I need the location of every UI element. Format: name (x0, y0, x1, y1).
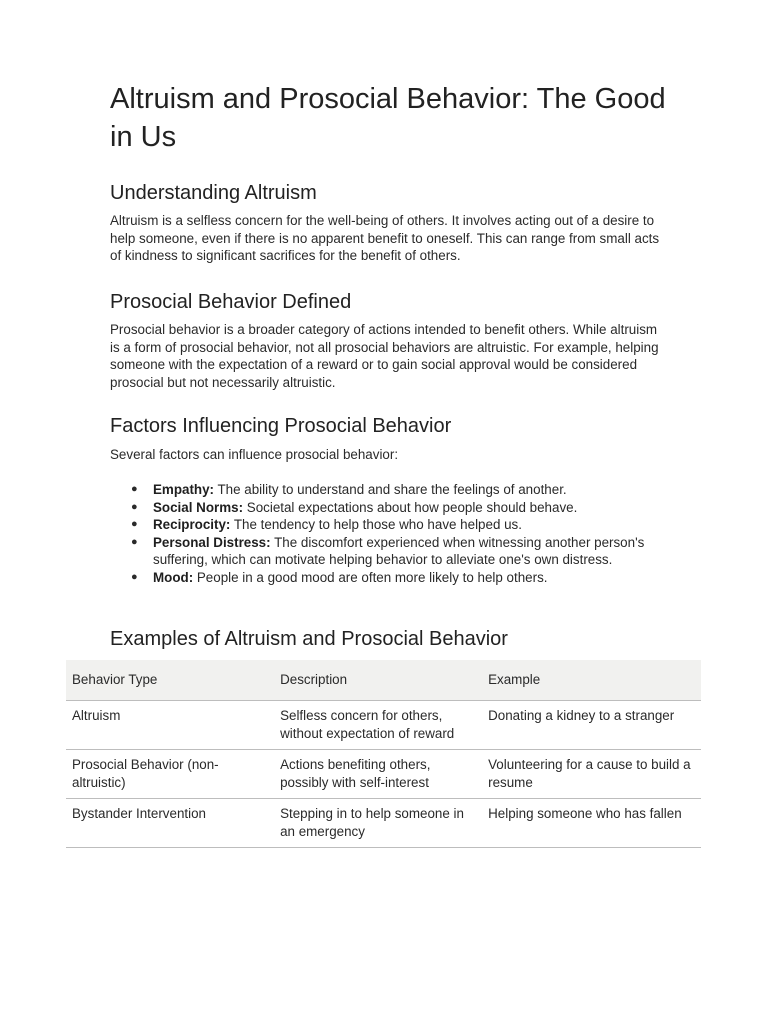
list-item (110, 569, 670, 587)
factor-term: Personal Distress: (153, 534, 271, 550)
factor-text: The tendency to help those who have helped us. (230, 517, 522, 532)
section-body-factors: Several factors can influence prosocial behavior: (110, 447, 399, 462)
bullet-icon: ● (131, 518, 138, 530)
table-cell: Stepping in to help someone in an emergency (274, 799, 482, 848)
bullet-icon: ● (131, 535, 138, 548)
bullet-icon: ● (131, 483, 138, 495)
factor-text: Societal expectations about how people should behave. (243, 499, 578, 515)
factor-term: Mood: (153, 569, 194, 585)
page-title: Altruism and Prosocial Behavior: The Good in Us (110, 83, 666, 153)
section-heading-prosocial-behavior-defined: Prosocial Behavior Defined (110, 291, 352, 313)
list-item (110, 516, 670, 534)
table-cell: Volunteering for a cause to build a resume (482, 750, 701, 799)
section-body-prosocial-behavior-defined: Prosocial behavior is a broader category of actions intended to benefit others. While altruism is a form of prosocial behavior, not all prosocial behaviors are altruistic. For example, helping someone with the expectation of a reward or to gain social approval would be considered prosocial but not necessarily altruistic. (110, 322, 659, 390)
examples-table (66, 660, 701, 848)
table-row (66, 799, 701, 848)
table-header-row (66, 660, 701, 701)
table-row (66, 701, 701, 750)
section-heading-factors: Factors Influencing Prosocial Behavior (110, 415, 452, 437)
bullet-icon: ● (131, 500, 138, 513)
list-item (110, 534, 670, 569)
factor-text: The ability to understand and share the feelings of another. (214, 482, 567, 497)
table-cell: Helping someone who has fallen (482, 799, 701, 848)
factor-term: Reciprocity: (153, 517, 231, 532)
table-cell: Actions benefiting others, possibly with self-interest (274, 750, 482, 799)
factor-term: Empathy: (153, 482, 215, 497)
table-cell: Altruism (66, 701, 274, 750)
bullet-icon: ● (131, 570, 138, 583)
section-heading-examples: Examples of Altruism and Prosocial Behavior (110, 628, 508, 650)
factor-term: Social Norms: (153, 499, 244, 515)
list-item (110, 499, 670, 517)
table-cell: Donating a kidney to a stranger (482, 701, 701, 750)
table-cell: Prosocial Behavior (non-altruistic) (66, 750, 274, 799)
column-header-behavior-type: Behavior Type (66, 660, 274, 701)
factor-text: People in a good mood are often more likely to help others. (193, 569, 548, 585)
table-row (66, 750, 701, 799)
table-cell: Selfless concern for others, without expectation of reward (274, 701, 482, 750)
section-body-understanding-altruism: Altruism is a selfless concern for the well-being of others. It involves acting out of a desire to help someone, even if there is no apparent benefit to oneself. This can range from small acts of kindness to significant sacrifices for the benefit of others. (110, 213, 660, 263)
column-header-description: Description (274, 660, 482, 701)
column-header-example: Example (482, 660, 701, 701)
list-item (110, 481, 670, 499)
factor-text: The discomfort experienced when witnessing another person's suffering, which can motivate helping behavior to alleviate one's own distress. (153, 534, 645, 567)
factors-list (110, 481, 670, 586)
section-heading-understanding-altruism: Understanding Altruism (110, 182, 317, 204)
table-cell: Bystander Intervention (66, 799, 274, 848)
